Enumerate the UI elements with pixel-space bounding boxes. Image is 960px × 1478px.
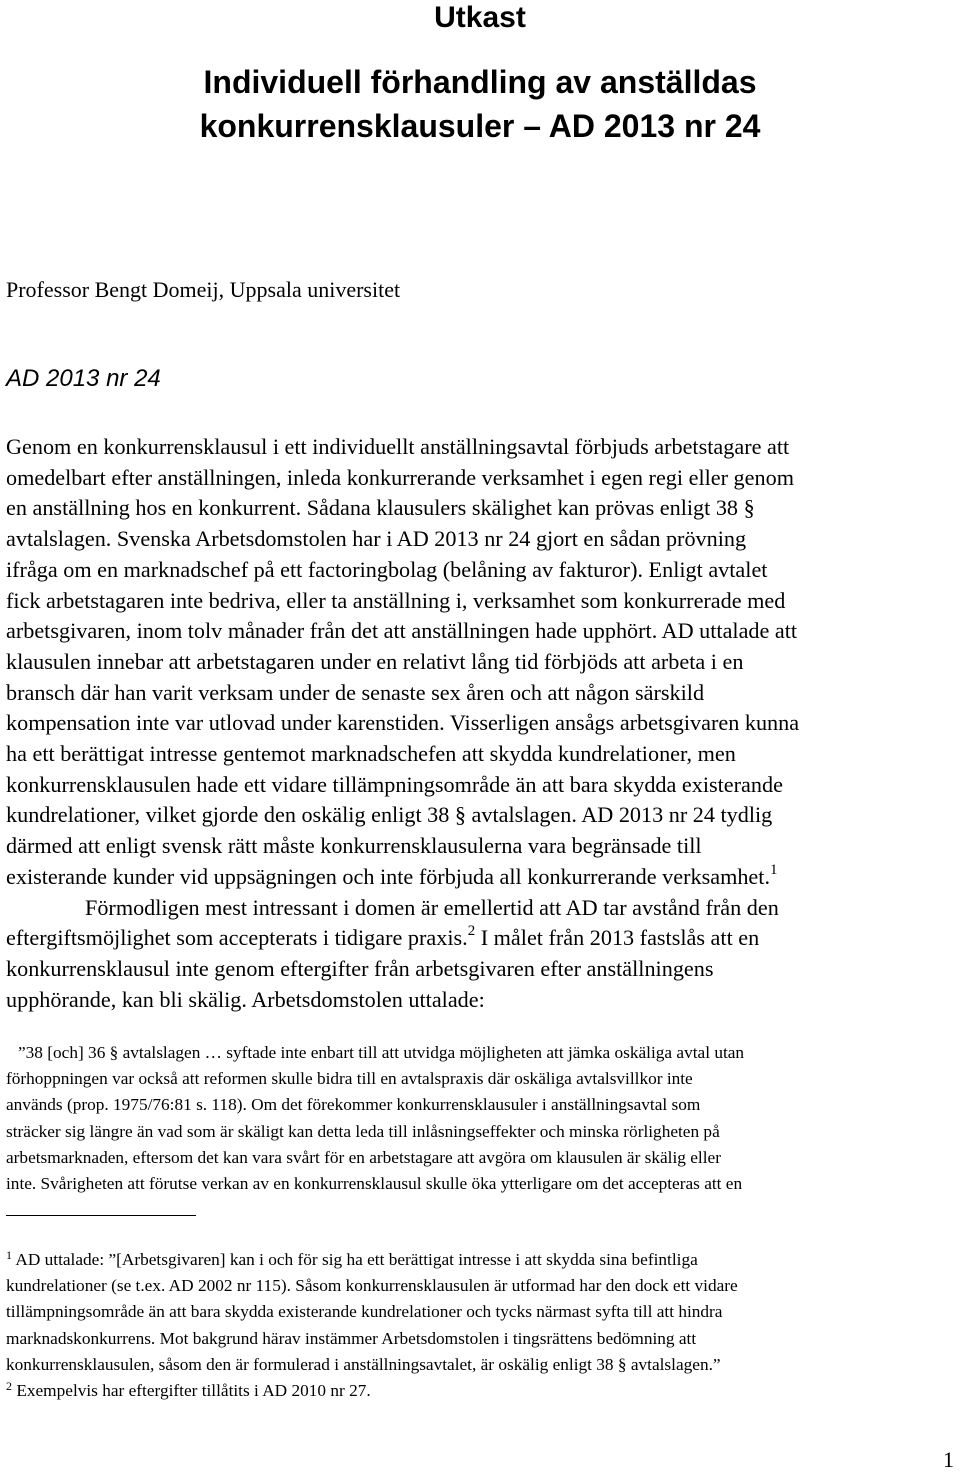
- body-line: Genom en konkurrensklausul i ett individuellt anställningsavtal förbjuds arbetstagare att: [6, 434, 790, 459]
- footnote-line: AD uttalade: ”[Arbetsgivaren] kan i och för sig ha ett berättigat intresse i att skydda sina befintliga: [12, 1250, 698, 1269]
- body-line-with-footnote-ref: [6, 862, 956, 893]
- footnote-2-number: 2: [6, 1379, 12, 1394]
- body-paragraph-start: Förmodligen mest intressant i domen är emellertid att AD tar avstånd från den: [85, 894, 779, 920]
- body-line: ha ett berättigat intresse gentemot marknadschefen att skydda kundrelationer, men: [6, 741, 736, 767]
- body-line: omedelbart efter anställningen, inleda konkurrerande verksamhet i egen regi eller genom: [6, 464, 794, 490]
- footnote-line: Exempelvis har eftergifter tillåtits i AD 2010 nr 27.: [12, 1381, 371, 1401]
- footnote-1-number: 1: [6, 1248, 12, 1262]
- body-line: kompensation inte var utlovad under karenstiden. Visserligen ansågs arbetsgivaren kunna: [6, 710, 800, 736]
- body-line: klausulen innebar att arbetstagaren under en relativt lång tid förbjöds att arbeta i en: [6, 648, 744, 674]
- body-line: konkurrensklausulen hade ett vidare tillämpningsområde än att bara skydda existerande: [6, 771, 783, 797]
- title-line: konkurrensklausuler – AD 2013 nr 24: [199, 108, 761, 144]
- quote-line: förhoppningen var också att reformen skulle bidra till en avtalspraxis där oskäliga avtalsvillkor inte: [6, 1069, 693, 1089]
- body-line: ifråga om en marknadschef på ett factoringbolag (belåning av fakturor). Enligt avtalet: [6, 556, 768, 582]
- body-line-text: existerande kunder vid uppsägningen och inte förbjuda all konkurrerande verksamhet.: [6, 863, 770, 889]
- footnotes: [6, 1247, 956, 1404]
- footnote-ref-1[interactable]: 1: [770, 861, 778, 878]
- body-text: [6, 432, 956, 1015]
- block-quote: [6, 1040, 956, 1197]
- document-title: [0, 60, 960, 148]
- footnote-line: kundrelationer (se t.ex. AD 2002 nr 115). Såsom konkurrensklausulen är utformad har den dock ett vidare: [6, 1276, 738, 1296]
- quote-line: sträcker sig längre än vad som är skäligt kan detta leda till inlåsningseffekter och minska rörligheten på: [6, 1121, 720, 1141]
- page-number: 1: [943, 1447, 954, 1472]
- author-line: Professor Bengt Domeij, Uppsala universitet: [6, 277, 401, 302]
- body-line: bransch där han varit verksam under de senaste sex åren och att någon särskild: [6, 679, 705, 705]
- quote-line: används (prop. 1975/76:81 s. 118). Om det förekommer konkurrensklausuler i anställningsavtal som: [6, 1095, 701, 1115]
- body-line-text: eftergiftsmöjlighet som accepterats i tidigare praxis.: [6, 925, 468, 951]
- body-line: upphörande, kan bli skälig. Arbetsdomstolen uttalade:: [6, 986, 485, 1012]
- footnote-2: [6, 1378, 956, 1404]
- quote-line: inte. Svårigheten att förutse verkan av en konkurrensklausul skulle öka ytterligare om det accepteras att en: [6, 1174, 743, 1194]
- quote-line: arbetsmarknaden, eftersom det kan vara svårt för en arbetstagare att avgöra om klausulen är skälig eller: [6, 1147, 721, 1167]
- footnote-1-first-line: [6, 1247, 956, 1273]
- footnote-line: marknadskonkurrens. Mot bakgrund härav instämmer Arbetsdomstolen i tingsrättens bedömning att: [6, 1328, 697, 1348]
- body-line: kundrelationer, vilket gjorde den oskälig enligt 38 § avtalslagen. AD 2013 nr 24 tydlig: [6, 802, 773, 828]
- body-line: fick arbetstagaren inte bedriva, eller ta anställning i, verksamhet som konkurrerade med: [6, 587, 786, 613]
- body-line: därmed att enligt svensk rätt måste konkurrensklausulerna vara begränsade till: [6, 833, 702, 859]
- quote-line: ”38 [och] 36 § avtalslagen … syftade inte enbart till att utvidga möjligheten att jämka oskäliga avtal utan: [18, 1043, 745, 1062]
- body-line: avtalslagen. Svenska Arbetsdomstolen har i AD 2013 nr 24 gjort en sådan prövning: [6, 526, 747, 552]
- body-line: konkurrensklausul inte genom eftergifter från arbetsgivaren efter anställningens: [6, 955, 714, 981]
- footnote-separator: [6, 1215, 196, 1216]
- footnote-line: konkurrensklausulen, såsom den är formulerad i anställningsavtalet, är oskälig enligt 38 § avtalslagen.”: [6, 1354, 721, 1374]
- footnote-line: tillämpningsområde än att bara skydda existerande kundrelationer och tycks närmast syfta till att hindra: [6, 1302, 723, 1322]
- body-line-text: I målet från 2013 fastslås att en: [475, 925, 760, 951]
- draft-label: Utkast: [434, 1, 526, 34]
- footnote-ref-2[interactable]: 2: [467, 923, 476, 940]
- section-heading: AD 2013 nr 24: [6, 365, 161, 392]
- body-line-with-footnote-ref: [6, 923, 956, 954]
- body-line: en anställning hos en konkurrent. Sådana klausulers skälighet kan prövas enligt 38 §: [6, 495, 755, 521]
- body-line: arbetsgivaren, inom tolv månader från det att anställningen hade upphört. AD uttalade att: [6, 618, 798, 644]
- title-line: Individuell förhandling av anställdas: [203, 64, 757, 100]
